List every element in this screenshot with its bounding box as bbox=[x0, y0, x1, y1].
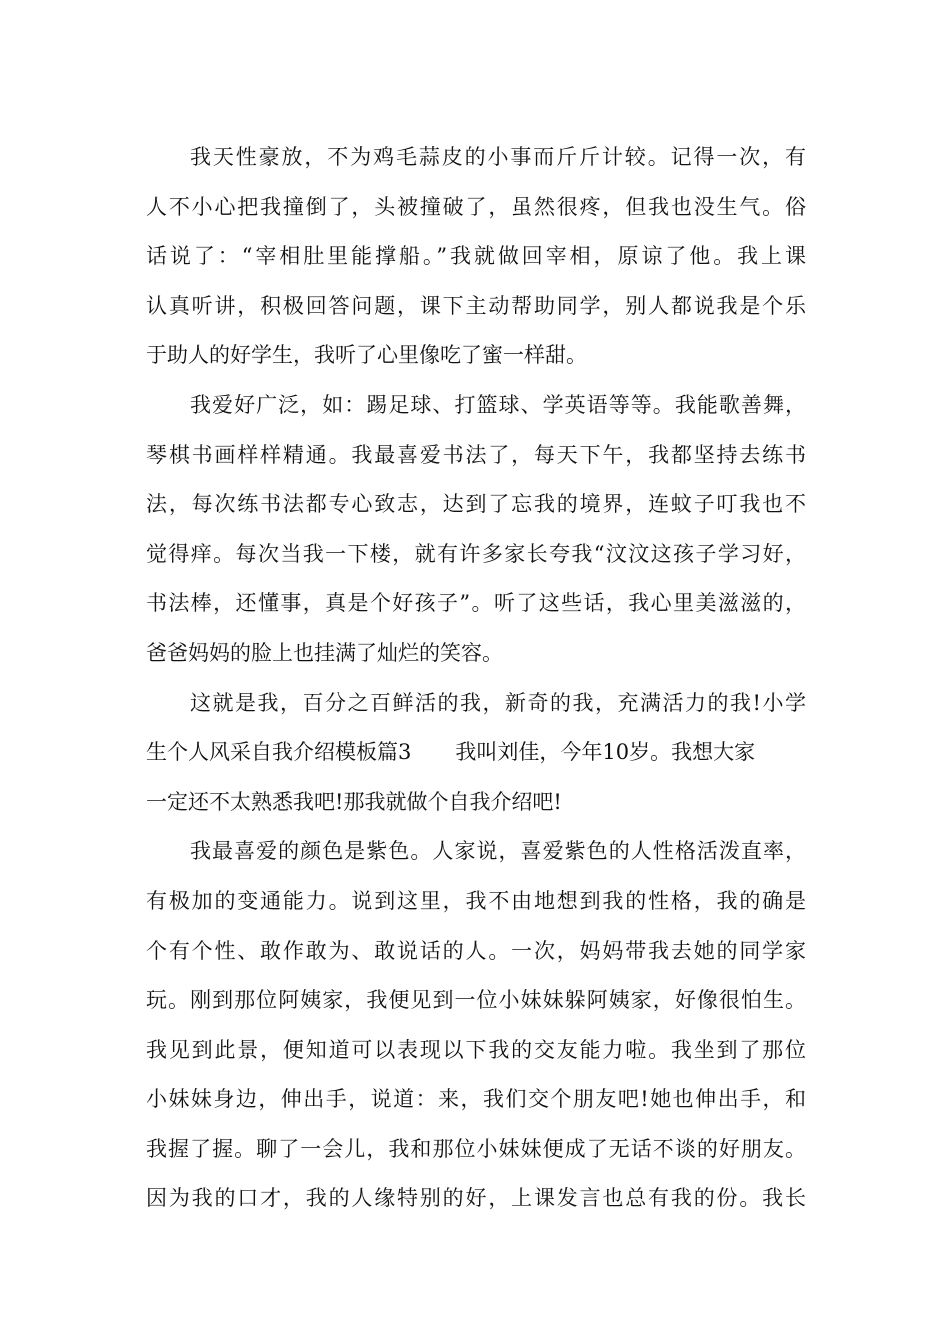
text-fragment: 我叫刘佳，今年10岁。我想大家 bbox=[455, 740, 756, 765]
text-line: 玩。刚到那位阿姨家，我便见到一位小妹妹躲阿姨家，好像很怕生。 bbox=[146, 988, 806, 1013]
text-line: 因为我的口才，我的人缘特别的好，上课发言也总有我的份。我长 bbox=[146, 1186, 806, 1211]
text-line: 话说了：“宰相肚里能撑船。”我就做回宰相，原谅了他。我上课 bbox=[146, 244, 806, 269]
text-line: 于助人的好学生，我听了心里像吃了蜜一样甜。 bbox=[146, 343, 587, 368]
text-line: 人不小心把我撞倒了，头被撞破了，虽然很疼，但我也没生气。俗 bbox=[146, 194, 806, 219]
section-heading-fragment: 生个人风采自我介绍模板篇3 bbox=[146, 740, 412, 765]
text-line bbox=[146, 728, 806, 778]
text-line: 我爱好广泛，如：踢足球、打篮球、学英语等等。我能歌善舞， bbox=[190, 392, 806, 417]
text-line: 书法棒，还懂事，真是个好孩子”。听了这些话，我心里美滋滋的， bbox=[146, 591, 806, 616]
text-line: 爸爸妈妈的脸上也挂满了灿烂的笑容。 bbox=[146, 640, 503, 665]
text-line: 我握了握。聊了一会儿，我和那位小妹妹便成了无话不谈的好朋友。 bbox=[146, 1136, 806, 1161]
text-line: 一定还不太熟悉我吧!那我就做个自我介绍吧! bbox=[146, 789, 562, 814]
text-line: 认真听讲，积极回答问题，课下主动帮助同学，别人都说我是个乐 bbox=[146, 293, 806, 318]
text-line: 觉得痒。每次当我一下楼，就有许多家长夸我“汶汶这孩子学习好， bbox=[146, 541, 806, 566]
text-line: 法，每次练书法都专心致志，达到了忘我的境界，连蚊子叮我也不 bbox=[146, 492, 806, 517]
text-line: 小妹妹身边，伸出手，说道：来，我们交个朋友吧!她也伸出手，和 bbox=[146, 1087, 806, 1112]
text-line: 个有个性、敢作敢为、敢说话的人。一次，妈妈带我去她的同学家 bbox=[146, 938, 806, 963]
text-line: 有极加的变通能力。说到这里，我不由地想到我的性格，我的确是 bbox=[146, 888, 806, 913]
text-line: 我最喜爱的颜色是紫色。人家说，喜爱紫色的人性格活泼直率， bbox=[190, 839, 806, 864]
text-line: 我天性豪放，不为鸡毛蒜皮的小事而斤斤计较。记得一次，有 bbox=[190, 145, 806, 169]
body-text bbox=[146, 133, 806, 1224]
text-line: 琴棋书画样样精通。我最喜爱书法了，每天下午，我都坚持去练书 bbox=[146, 442, 806, 467]
text-line: 这就是我，百分之百鲜活的我，新奇的我，充满活力的我!小学 bbox=[190, 690, 806, 715]
text-line: 我见到此景，便知道可以表现以下我的交友能力啦。我坐到了那位 bbox=[146, 1037, 806, 1062]
